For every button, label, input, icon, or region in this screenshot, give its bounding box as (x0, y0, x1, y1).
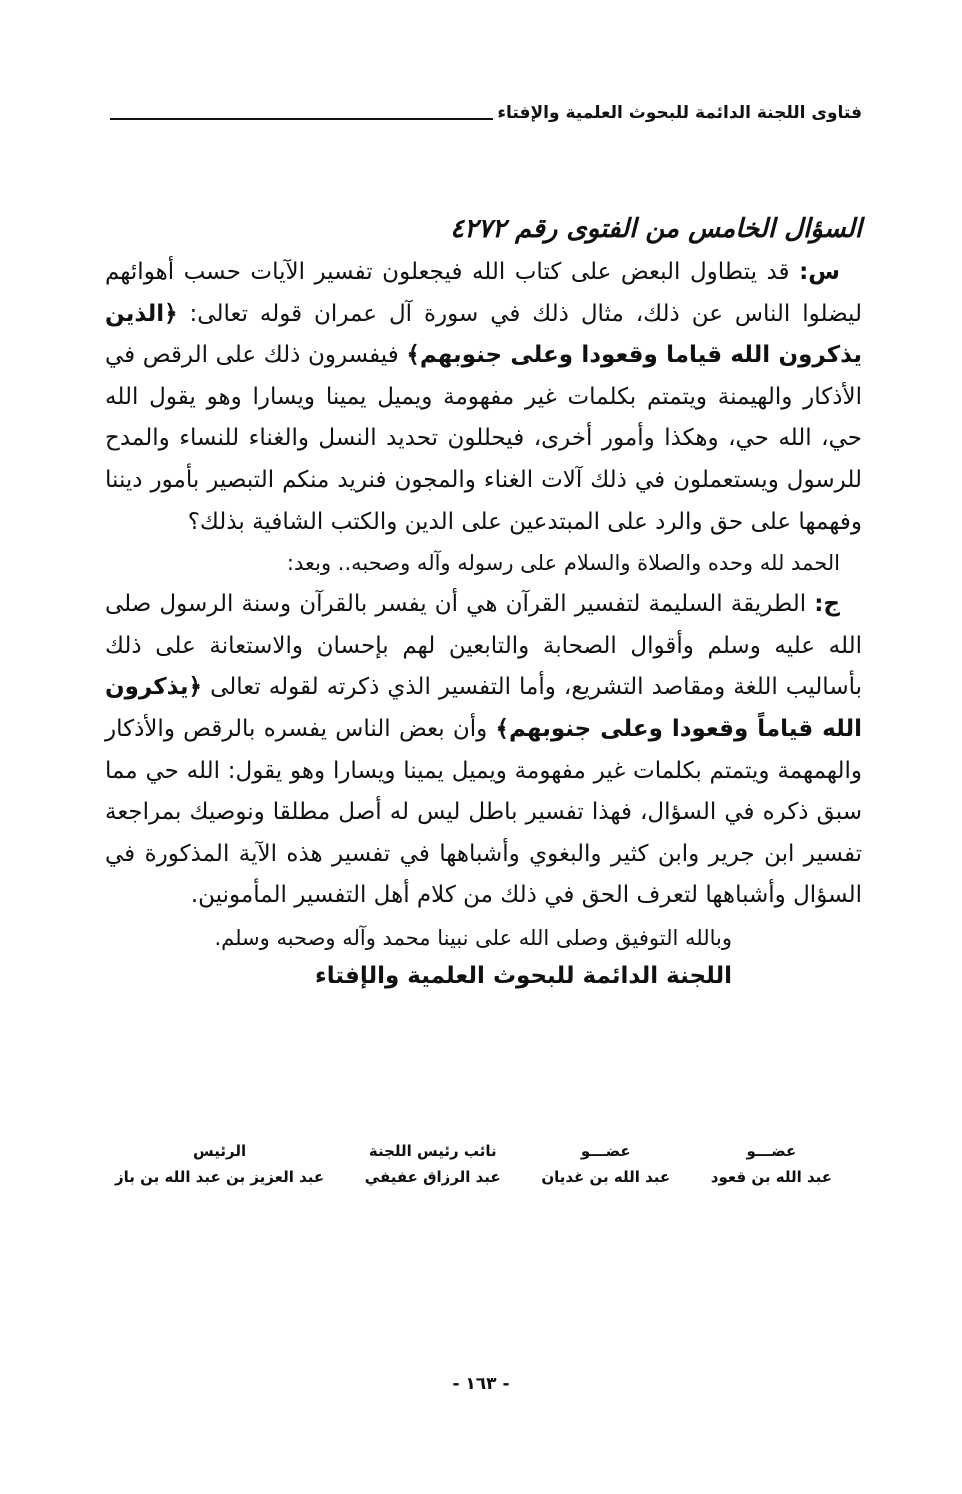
answer-text-1: الطريقة السليمة لتفسير القرآن هي أن يفسر بالقرآن وسنة الرسول صلى الله عليه وسلم وأقوال الصحابة والتابعين لهم بإحسان والاستعانة على ذلك بأساليب اللغة ومقاصد التشريع، وأما التفسير الذي ذكرته لقوله تعالى (105, 591, 862, 701)
signature-name: عبد الله بن غديان (541, 1168, 671, 1186)
signature-name: عبد العزيز بن عبد الله بن باز (115, 1168, 325, 1186)
question-lead: س: (799, 259, 840, 285)
signature-member-1 (711, 1138, 832, 1190)
signature-role: عضـــو (580, 1142, 631, 1160)
answer-paragraph (105, 584, 862, 917)
answer-lead: ج: (814, 591, 840, 618)
praise-line: الحمد لله وحده والصلاة والسلام على رسوله وآله وصحبه.. وبعد: (286, 551, 840, 576)
answer-verse: ﴿يذكرون الله قياماً وقعودا وعلى جنوبهم﴾ (105, 674, 862, 742)
signature-deputy (365, 1138, 501, 1190)
signature-president (115, 1138, 324, 1190)
signature-name: عبد الله بن قعود (710, 1168, 832, 1186)
main-content (105, 206, 862, 995)
page-number: - ١٦٣ - (452, 1374, 510, 1394)
question-text-1: قد يتطاول البعض على كتاب الله فيجعلون تفسير الآيات حسب أهوائهم ليضلوا الناس عن ذلك، مثال ذلك في سورة آل عمران قوله تعالى: (105, 259, 862, 327)
committee-name: اللجنة الدائمة للبحوث العلمية والإفتاء (314, 962, 732, 989)
question-paragraph (105, 252, 862, 543)
running-header (110, 92, 862, 124)
signature-role: عضـــو (746, 1142, 797, 1160)
signature-role: الرئيس (193, 1142, 247, 1160)
closing-line: وبالله التوفيق وصلى الله على نبينا محمد وآله وصحبه وسلم. (214, 925, 732, 950)
question-title: السؤال الخامس من الفتوى رقم ٤٢٧٢ (450, 214, 862, 244)
question-verse: ﴿الذين يذكرون الله قياما وقعودا وعلى جنوبهم﴾ (105, 300, 863, 369)
signature-role: نائب رئيس اللجنة (368, 1142, 497, 1160)
signature-name: عبد الرزاق عفيفي (364, 1168, 501, 1186)
answer-text-2: وأن بعض الناس يفسره بالرقص والأذكار والهمهمة ويتمتم بكلمات غير مفهومة ويميل يمينا ويسارا وهو يقول: الله حي مما سبق ذكره في السؤال، فهذا تفسير باطل ليس له أصل مطلقا ونوصيك بمراجعة تفسير ابن جرير وابن كثير والبغوي وأشباهها في تفسير هذه الآية المذكورة في السؤال وأشباهها لتعرف الحق في ذلك من كلام أهل التفسير المأمونين. (105, 715, 862, 909)
header-title: فتاوى اللجنة الدائمة للبحوث العلمية والإفتاء (497, 103, 862, 123)
question-text-2: فيفسرون ذلك على الرقص في الأذكار والهيمنة ويتمتم بكلمات غير مفهومة ويميل يمينا ويسارا وهو يقول الله حي، الله حي، وهكذا وأمور أخرى، فيحللون تحديد النسل والغناء للنساء والمدح للرسول ويستعملون في ذلك آلات الغناء والمجون فنريد منكم التبصير بأمور ديننا وفهمها على حق والرد على المبتدعين على الدين والكتب الشافية بذلك؟ (105, 342, 862, 535)
header-rule (110, 118, 493, 120)
signatures-row (115, 1138, 832, 1190)
signature-member-2 (541, 1138, 670, 1190)
